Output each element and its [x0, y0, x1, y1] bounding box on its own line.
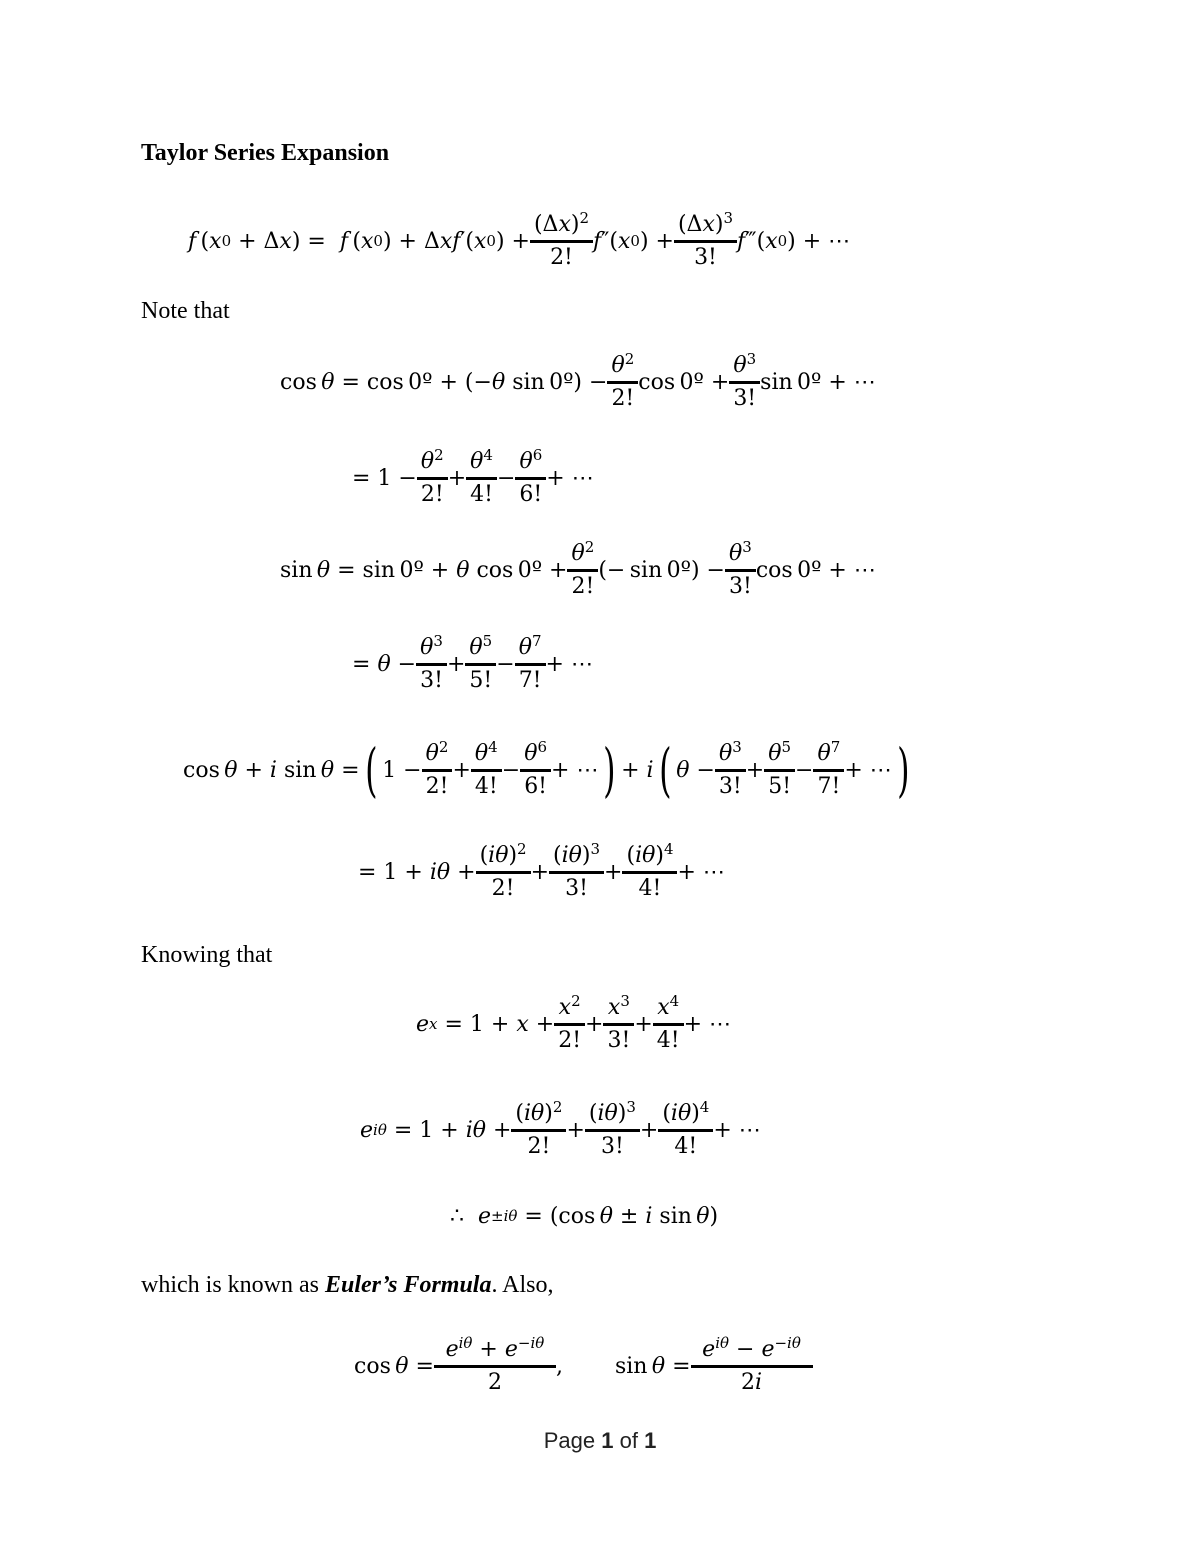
euler-sentence-suffix: . Also,	[491, 1272, 554, 1298]
knowing-that-label: Knowing that	[141, 942, 273, 968]
page-title: Taylor Series Expansion	[141, 140, 390, 166]
equation-cos-expansion: cos θ = cos 0º + (− θ sin 0º) − $\frac{\theta^2}{2!}$ cos 0º + $\frac{\theta^3}{3!}$ sin 0º + ⋯	[280, 350, 876, 411]
euler-formula-term: Euler’s Formula	[324, 1272, 492, 1298]
equation-euler: ∴ e ±iθ = (cos θ ± i sin θ )	[450, 1203, 719, 1229]
euler-sentence	[141, 1272, 554, 1299]
equation-cos-plus-isin: cos θ + i sin θ = ( 1 − $\frac{\theta^2}{2!}$ + $\frac{\theta^4}{4!}$ − $\frac{\theta^6}{6!}$ + ⋯ ) + i ( θ − $\frac{\theta^3}{3!}$ + $\frac{\theta^5}{5!}$ − $\frac{\theta^7}{7!}$ + ⋯ )	[183, 736, 910, 804]
euler-sentence-prefix: which is known as	[141, 1272, 325, 1298]
equation-sin-expansion: sin θ = sin 0º + θ cos 0º + $\frac{\theta^2}{2!}$ (− sin 0º) − $\frac{\theta^3}{3!}$ cos 0º + ⋯	[280, 538, 876, 599]
equation-cos-series: = 1 − $\frac{\theta^2}{2!}$ + $\frac{\theta^4}{4!}$ − $\frac{\theta^6}{6!}$ + ⋯	[352, 446, 594, 507]
page-footer	[0, 1428, 1200, 1454]
current-page-number: 1	[601, 1428, 614, 1453]
of-word: of	[619, 1428, 638, 1453]
equation-taylor: f ( x 0 + Δ x ) = f ( x 0 ) + Δ xf ′( x 0 ) + $\frac{(\Delta x)^2}{2!}$ f ″( x 0 ) + $\frac{(\Delta x)^3}{3!}$ f ‴( x 0 ) + ⋯	[188, 209, 851, 270]
equation-exp-series: e x = 1 + x + $\frac{x^2}{2!}$ + $\frac{x^3}{3!}$ + $\frac{x^4}{4!}$ + ⋯	[416, 992, 732, 1053]
equation-sin-series: = θ − $\frac{\theta^3}{3!}$ + $\frac{\theta^5}{5!}$ − $\frac{\theta^7}{7!}$ + ⋯	[352, 632, 593, 693]
equation-exp-itheta: e iθ = 1 + iθ + $\frac{(i\theta)^2}{2!}$ + $\frac{(i\theta)^3}{3!}$ + $\frac{(i\theta)^4}{4!}$ + ⋯	[360, 1098, 761, 1159]
equation-cis-series: = 1 + iθ + $\frac{(i\theta)^2}{2!}$ + $\frac{(i\theta)^3}{3!}$ + $\frac{(i\theta)^4}{4!}$ + ⋯	[358, 840, 725, 901]
total-pages-number: 1	[644, 1428, 657, 1453]
page-word: Page	[543, 1428, 596, 1453]
note-that-label: Note that	[141, 298, 230, 324]
equation-cos-sin-exponential: cos θ = $\frac{e^{i\theta} + e^{-i\theta}}{2}$ , sin θ = $\frac{e^{i\theta} - e^{-i\theta}}{2i}$	[354, 1326, 813, 1406]
